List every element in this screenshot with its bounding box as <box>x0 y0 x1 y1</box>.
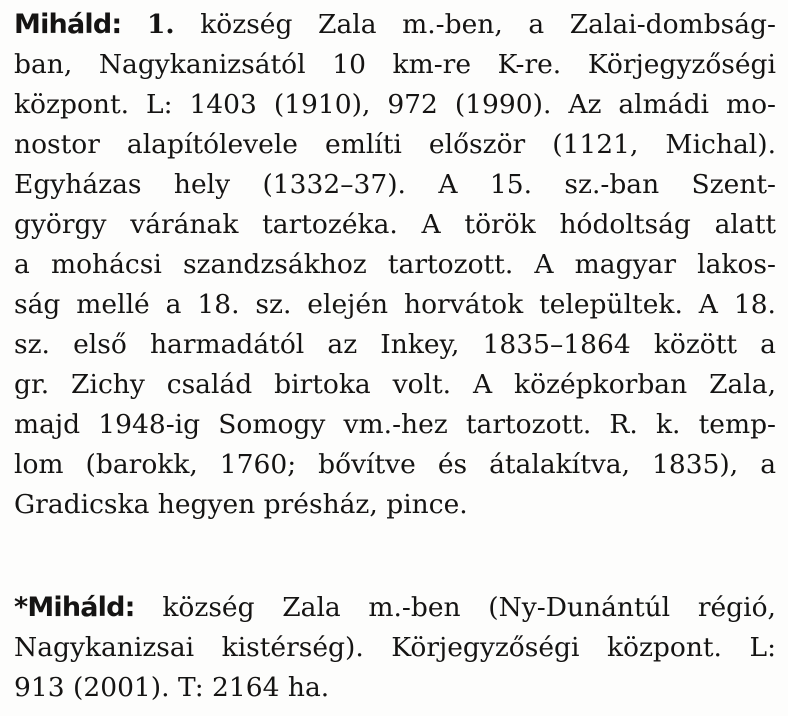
entry-line-text: község Zala m.-ben, a Zalai-dombság- <box>200 9 776 40</box>
entry-headword: *Miháld: <box>14 592 135 623</box>
entry-line: majd 1948-ig Somogy vm.-hez tartozott. R. k. temp- <box>14 409 776 440</box>
sense-number: 1. <box>146 9 175 40</box>
entry-line: Nagykanizsai kistérség). Körjegyzőségi központ. L: <box>14 632 776 663</box>
entry-line <box>14 588 776 628</box>
entry-line: gr. Zichy család birtoka volt. A középkorban Zala, <box>14 369 776 400</box>
entry-line: nostor alapítólevele említi először (1121, Michal). <box>14 129 776 160</box>
entry-line-text: község Zala m.-ben (Ny-Dunántúl régió, <box>162 592 776 623</box>
entry-headword: Miháld: <box>14 9 122 40</box>
entry-last-line: 913 (2001). T: 2164 ha. <box>14 672 330 703</box>
entry-line: központ. L: 1403 (1910), 972 (1990). Az almádi mo- <box>14 89 776 120</box>
entry-last-line: Gradicska hegyen présház, pince. <box>14 489 468 520</box>
entry-line <box>14 5 776 45</box>
entry-line: sz. első harmadától az Inkey, 1835–1864 között a <box>14 329 776 360</box>
entry-line: Egyházas hely (1332–37). A 15. sz.-ban Szent- <box>14 169 776 200</box>
entry-line: a mohácsi szandzsákhoz tartozott. A magyar lakos- <box>14 249 776 280</box>
entry-mihald-2 <box>14 588 776 708</box>
entry-mihald-1 <box>14 5 776 525</box>
entry-line: lom (barokk, 1760; bővítve és átalakítva, 1835), a <box>14 449 776 480</box>
entry-line: ság mellé a 18. sz. elején horvátok települtek. A 18. <box>14 289 776 320</box>
entry-line: ban, Nagykanizsától 10 km-re K-re. Körjegyzőségi <box>14 49 776 80</box>
entry-line: györgy várának tartozéka. A török hódoltság alatt <box>14 209 776 240</box>
